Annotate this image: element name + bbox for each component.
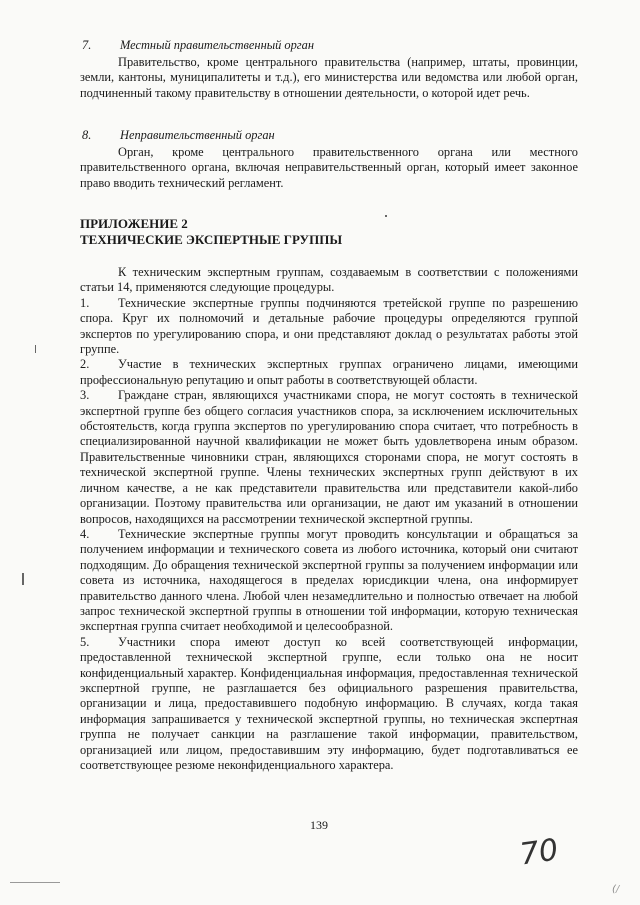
appendix-title-line-2: ТЕХНИЧЕСКИЕ ЭКСПЕРТНЫЕ ГРУППЫ [80,232,343,247]
scan-mark [385,215,387,217]
item-number: 5. [80,634,90,649]
section-7-heading [82,38,314,53]
handwritten-number: 70 [517,832,561,873]
section-8-text: Орган, кроме центрального правительственного органа или местного правительственного органа, включая неправительственный орган, который имеет законное право вводить технический регламент. [80,145,578,190]
section-7-text: Правительство, кроме центрального правительства (например, штаты, провинции, земли, кантоны, муниципалитеты и т.д.), его министерства или ведомства или любой орган, подчиненный такому правительству в отношении деятельности, о которой идет речь. [80,55,578,100]
appendix-item-5 [80,635,578,774]
section-7-number: 7. [82,38,92,52]
section-8-body [80,145,578,191]
corner-mark: (/ [612,884,620,895]
item-number: 3. [80,388,90,403]
page-number: 139 [310,818,328,832]
section-8-heading [82,128,275,143]
appendix-item-2 [80,357,578,388]
item-number: 1. [80,295,90,310]
item-text: Участники спора имеют доступ ко всей соответствующей информации, предоставленной технической экспертной группе, если только она не носит конфиденциальный характер. Конфиденциальная информация, предоставленная технической экспертной группе, не разглашается без официального разрешения правительства, организации и лица, предоставившего подобную информацию. В случаях, когда такая информация запрашивается у технической экспертной группы, но техническая экспертная группа не получает санкции на разглашение такой информации, правительством, организацией или лицом, предоставившим эту информацию, будет подготавливаться ее соответствующее резюме неконфиденциального характера. [80,634,578,772]
appendix-intro: К техническим экспертным группам, создаваемым в соответствии с положениями статьи 14, применяются следующие процедуры. [80,265,578,295]
appendix-title-line-1: ПРИЛОЖЕНИЕ 2 [80,216,188,231]
appendix-item-1 [80,296,578,358]
scan-mark [22,573,24,585]
item-number: 2. [80,357,90,372]
scan-mark [10,882,60,883]
scan-mark [35,345,36,353]
section-8-title: Неправительственный орган [120,128,275,142]
appendix-item-3 [80,388,578,527]
section-7-body [80,55,578,101]
section-7-title: Местный правительственный орган [120,38,314,52]
item-text: Участие в технических экспертных группах ограничено лицами, имеющими профессиональную репутацию и опыт работы в соответствующей области. [80,357,578,387]
appendix-item-4 [80,527,578,635]
item-text: Технические экспертные группы подчиняются третейской группе по разрешению спора. Круг их полномочий и детальные рабочие процедуры определяются группой экспертов по урегулированию спора, и они представляют доклад о результатах работы этой группе. [80,295,578,357]
item-number: 4. [80,526,90,541]
item-text: Граждане стран, являющихся участниками спора, не могут состоять в технической экспертной группе без общего согласия участников спора, за исключением исключительных обстоятельств, когда группа экспертов по урегулированию спора считает, что потребность в специализированной научной квалификации не может быть удовлетворена иным образом. Правительственные чиновники стран, являющихся сторонами спора, не могут состоять в технической экспертной группе. Члены технических экспертных групп действуют в их личном качестве, а не как представители правительства или представители какой-либо организации. Поэтому правительства или организации, не дают им указаний в отношении вопросов, находящихся на рассмотрении технической экспертной группы. [80,388,578,526]
item-text: Технические экспертные группы могут проводить консультации и обращаться за получением информации и технического совета из любого источника, который они считают подходящим. До обращения технической экспертной группы за получением информации или совета из источника, находящегося в пределах юрисдикции члена, она информирует правительство данного члена. Любой член незамедлительно и полностью отвечает на любой запрос технической экспертной группы в отношении той информации, которую техническая экспертная группа считает необходимой и целесообразной. [80,526,578,634]
appendix-heading [80,216,342,248]
section-8-number: 8. [82,128,92,142]
appendix-body [80,265,578,773]
